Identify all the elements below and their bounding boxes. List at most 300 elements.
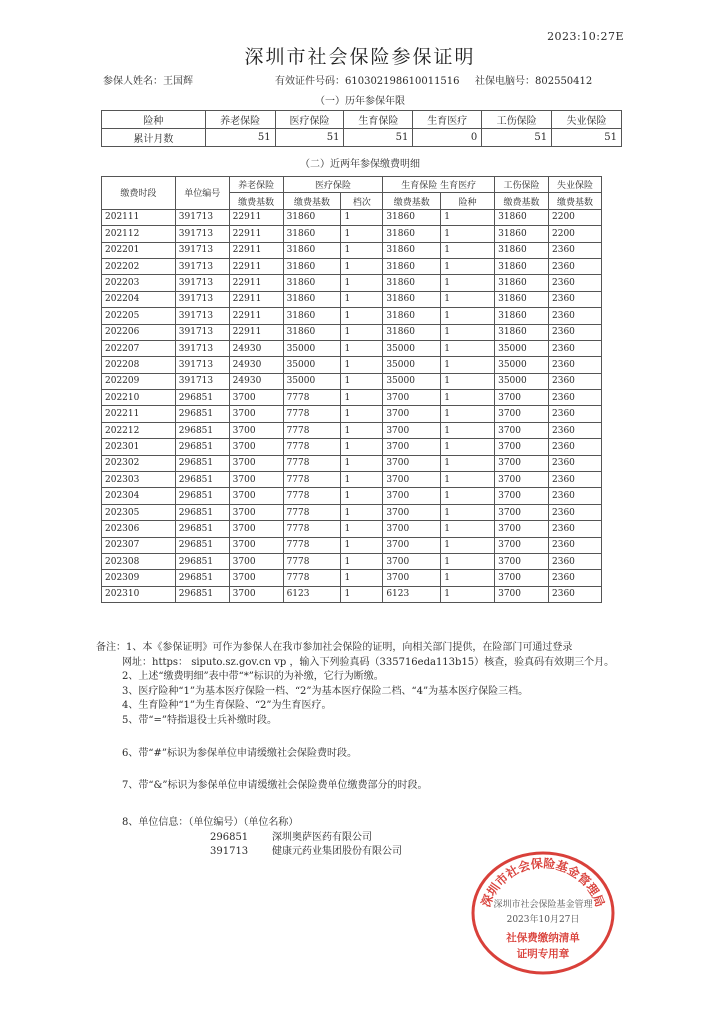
table-cell: 22911 <box>229 226 283 242</box>
table-cell: 3700 <box>495 439 549 455</box>
table-cell: 35000 <box>283 373 341 389</box>
header-period: 缴费时段 <box>102 177 176 210</box>
history-header-cell: 生育医疗 <box>413 111 482 129</box>
table-cell: 2360 <box>549 472 602 488</box>
subheader-type: 险种 <box>441 193 495 209</box>
table-cell: 1 <box>441 488 495 504</box>
table-cell: 3700 <box>495 586 549 602</box>
table-row <box>102 209 602 225</box>
table-row <box>102 422 602 438</box>
table-cell: 202308 <box>102 553 176 569</box>
table-row <box>102 226 602 242</box>
table-row <box>102 373 602 389</box>
table-cell: 202301 <box>102 439 176 455</box>
insured-name-label: 参保人姓名： <box>103 76 163 87</box>
table-cell: 31860 <box>495 258 549 274</box>
history-table <box>101 110 622 147</box>
table-cell: 2360 <box>549 373 602 389</box>
table-cell: 31860 <box>283 291 341 307</box>
table-cell: 3700 <box>495 553 549 569</box>
table-row <box>102 390 602 406</box>
table-cell: 31860 <box>283 308 341 324</box>
page-title: 深圳市社会保险参保证明 <box>244 46 476 68</box>
table-cell: 1 <box>441 373 495 389</box>
table-cell: 1 <box>341 553 383 569</box>
table-cell: 2360 <box>549 291 602 307</box>
table-cell: 1 <box>441 258 495 274</box>
history-header-row <box>102 111 622 129</box>
table-cell: 202207 <box>102 340 176 356</box>
table-cell: 202210 <box>102 390 176 406</box>
table-cell: 1 <box>341 422 383 438</box>
history-header-cell: 失业保险 <box>552 111 622 129</box>
history-value-cell: 51 <box>552 129 622 147</box>
table-cell: 31860 <box>283 209 341 225</box>
seal-date: 2023年10月27日 <box>506 915 580 925</box>
table-cell: 1 <box>341 291 383 307</box>
table-cell: 2360 <box>549 308 602 324</box>
table-cell: 3700 <box>383 472 441 488</box>
table-cell: 391713 <box>175 373 229 389</box>
table-cell: 7778 <box>283 406 341 422</box>
table-cell: 22911 <box>229 242 283 258</box>
table-row <box>102 357 602 373</box>
table-cell: 3700 <box>229 455 283 471</box>
table-cell: 391713 <box>175 275 229 291</box>
table-cell: 1 <box>441 275 495 291</box>
table-cell: 2360 <box>549 586 602 602</box>
table-row <box>102 488 602 504</box>
table-row <box>102 275 602 291</box>
history-value-cell: 0 <box>413 129 482 147</box>
table-cell: 296851 <box>175 439 229 455</box>
id-number-label: 有效证件号码： <box>275 76 345 87</box>
table-cell: 3700 <box>229 488 283 504</box>
table-cell: 2360 <box>549 390 602 406</box>
table-cell: 3700 <box>495 537 549 553</box>
table-cell: 1 <box>341 570 383 586</box>
table-cell: 1 <box>341 390 383 406</box>
table-cell: 1 <box>341 504 383 520</box>
detail-body <box>102 209 602 602</box>
table-cell: 3700 <box>229 390 283 406</box>
table-cell: 22911 <box>229 291 283 307</box>
table-cell: 31860 <box>495 324 549 340</box>
header-injury: 工伤保险 <box>495 177 549 193</box>
history-value-row <box>102 129 622 147</box>
table-cell: 2360 <box>549 439 602 455</box>
social-number-value: 802550412 <box>535 76 593 87</box>
table-cell: 1 <box>441 586 495 602</box>
subheader-base: 缴费基数 <box>283 193 341 209</box>
header-unemployment: 失业保险 <box>549 177 602 193</box>
table-cell: 1 <box>341 258 383 274</box>
detail-table <box>101 176 602 603</box>
table-row <box>102 406 602 422</box>
table-cell: 3700 <box>495 472 549 488</box>
table-cell: 202209 <box>102 373 176 389</box>
table-cell: 2360 <box>549 504 602 520</box>
table-cell: 31860 <box>383 242 441 258</box>
table-cell: 35000 <box>383 373 441 389</box>
table-cell: 296851 <box>175 504 229 520</box>
seal-line1: 深圳市社会保险基金管理 <box>493 900 593 910</box>
table-cell: 22911 <box>229 209 283 225</box>
header-medical: 医疗保险 <box>283 177 383 193</box>
table-cell: 391713 <box>175 258 229 274</box>
table-cell: 202310 <box>102 586 176 602</box>
unit-name: 健康元药业集团股份有限公司 <box>272 846 402 857</box>
table-cell: 1 <box>441 357 495 373</box>
note-7: 7、带“&”标识为参保单位申请缓缴社会保险费单位缴费部分的时段。 <box>122 779 428 791</box>
unit-code: 296851 <box>210 831 249 843</box>
subheader-base: 缴费基数 <box>383 193 441 209</box>
table-cell: 24930 <box>229 373 283 389</box>
table-cell: 202112 <box>102 226 176 242</box>
table-cell: 296851 <box>175 553 229 569</box>
table-cell: 1 <box>441 242 495 258</box>
notes <box>96 641 616 860</box>
table-cell: 1 <box>341 340 383 356</box>
table-cell: 391713 <box>175 340 229 356</box>
table-cell: 24930 <box>229 357 283 373</box>
history-value-cell: 51 <box>275 129 344 147</box>
table-row <box>102 291 602 307</box>
table-cell: 31860 <box>495 291 549 307</box>
table-cell: 1 <box>441 226 495 242</box>
table-cell: 202212 <box>102 422 176 438</box>
insured-name-value: 王国辉 <box>163 76 193 87</box>
table-cell: 1 <box>341 226 383 242</box>
table-cell: 391713 <box>175 209 229 225</box>
table-cell: 1 <box>341 488 383 504</box>
table-cell: 3700 <box>229 439 283 455</box>
table-cell: 3700 <box>495 504 549 520</box>
table-cell: 202309 <box>102 570 176 586</box>
history-row-label: 累计月数 <box>102 129 206 147</box>
history-header-cell: 险种 <box>102 111 206 129</box>
table-cell: 2360 <box>549 537 602 553</box>
table-cell: 1 <box>441 455 495 471</box>
table-cell: 1 <box>441 308 495 324</box>
detail-header-row <box>102 177 602 193</box>
note-1: 备注：1、本《参保证明》可作为参保人在我市参加社会保险的证明，向相关部门提供，在险部门可通过登录 <box>96 642 573 653</box>
table-cell: 22911 <box>229 308 283 324</box>
note-4: 4、生育险种“1”为生育保险、“2”为生育医疗。 <box>122 700 332 711</box>
table-cell: 296851 <box>175 472 229 488</box>
note-3: 3、医疗险种“1”为基本医疗保险一档、“2”为基本医疗保险二档、“4”为基本医疗保险三档。 <box>122 685 529 697</box>
table-cell: 3700 <box>495 488 549 504</box>
table-cell: 3700 <box>495 570 549 586</box>
table-cell: 1 <box>441 324 495 340</box>
table-cell: 31860 <box>383 258 441 274</box>
table-cell: 202111 <box>102 209 176 225</box>
table-cell: 202303 <box>102 472 176 488</box>
table-cell: 1 <box>441 521 495 537</box>
table-cell: 31860 <box>495 209 549 225</box>
table-cell: 391713 <box>175 226 229 242</box>
table-cell: 202206 <box>102 324 176 340</box>
table-cell: 3700 <box>383 406 441 422</box>
table-cell: 3700 <box>229 406 283 422</box>
table-cell: 22911 <box>229 324 283 340</box>
table-cell: 1 <box>441 537 495 553</box>
note-8: 8、单位信息：（单位编号）（单位名称） <box>122 817 299 828</box>
table-cell: 1 <box>341 308 383 324</box>
note-5: 5、带“=”特指退役士兵补缴时段。 <box>122 714 277 726</box>
table-cell: 3700 <box>383 455 441 471</box>
table-cell: 7778 <box>283 472 341 488</box>
table-cell: 3700 <box>229 570 283 586</box>
table-cell: 31860 <box>495 242 549 258</box>
table-row <box>102 455 602 471</box>
table-cell: 2360 <box>549 521 602 537</box>
table-cell: 35000 <box>495 373 549 389</box>
table-cell: 7778 <box>283 488 341 504</box>
table-cell: 3700 <box>383 553 441 569</box>
table-cell: 22911 <box>229 275 283 291</box>
table-cell: 1 <box>341 406 383 422</box>
table-cell: 3700 <box>495 422 549 438</box>
seal-line3: 证明专用章 <box>516 948 570 960</box>
table-row <box>102 242 602 258</box>
note-2: 2、上述“缴费明细”表中带“*”标识的为补缴，它行为断缴。 <box>122 671 384 682</box>
table-cell: 202205 <box>102 308 176 324</box>
social-number-label: 社保电脑号： <box>475 76 535 87</box>
history-value-cell: 51 <box>344 129 413 147</box>
table-cell: 3700 <box>383 570 441 586</box>
table-row <box>102 553 602 569</box>
table-cell: 296851 <box>175 390 229 406</box>
unit-name: 深圳奥萨医药有限公司 <box>272 831 372 843</box>
table-cell: 3700 <box>229 521 283 537</box>
table-cell: 1 <box>341 209 383 225</box>
table-cell: 6123 <box>283 586 341 602</box>
history-value-cell: 51 <box>482 129 552 147</box>
table-cell: 3700 <box>383 422 441 438</box>
table-cell: 296851 <box>175 406 229 422</box>
table-cell: 31860 <box>383 324 441 340</box>
history-header-cell: 工伤保险 <box>482 111 552 129</box>
subheader-base: 缴费基数 <box>229 193 283 209</box>
table-cell: 3700 <box>495 521 549 537</box>
table-cell: 35000 <box>495 340 549 356</box>
table-cell: 35000 <box>383 357 441 373</box>
table-cell: 1 <box>341 586 383 602</box>
table-cell: 3700 <box>383 537 441 553</box>
table-cell: 296851 <box>175 521 229 537</box>
table-cell: 3700 <box>383 439 441 455</box>
table-cell: 7778 <box>283 455 341 471</box>
history-value-cell: 51 <box>205 129 275 147</box>
table-cell: 296851 <box>175 455 229 471</box>
table-cell: 31860 <box>383 209 441 225</box>
table-cell: 1 <box>341 455 383 471</box>
table-cell: 1 <box>441 291 495 307</box>
table-cell: 3700 <box>495 455 549 471</box>
table-cell: 1 <box>341 537 383 553</box>
section-detail-title: （二）近两年参保缴费明细 <box>300 159 420 170</box>
table-cell: 3700 <box>229 537 283 553</box>
table-cell: 202211 <box>102 406 176 422</box>
table-cell: 35000 <box>383 340 441 356</box>
table-cell: 3700 <box>383 504 441 520</box>
table-cell: 7778 <box>283 439 341 455</box>
table-cell: 296851 <box>175 586 229 602</box>
id-number <box>275 72 460 87</box>
table-cell: 3700 <box>229 422 283 438</box>
table-cell: 2360 <box>549 422 602 438</box>
subheader-base: 缴费基数 <box>495 193 549 209</box>
table-row <box>102 439 602 455</box>
table-cell: 1 <box>441 472 495 488</box>
social-number <box>475 72 592 87</box>
table-cell: 391713 <box>175 242 229 258</box>
table-cell: 31860 <box>283 226 341 242</box>
note-1-url: 网址：https： siputo.sz.gov.cn vp ，输入下列验真码（335716eda113b15）核查，验真码有效期三个月。 <box>122 656 615 668</box>
table-cell: 391713 <box>175 291 229 307</box>
table-cell: 3700 <box>383 488 441 504</box>
table-row <box>102 586 602 602</box>
table-cell: 202304 <box>102 488 176 504</box>
table-cell: 7778 <box>283 553 341 569</box>
table-cell: 296851 <box>175 422 229 438</box>
table-cell: 2360 <box>549 275 602 291</box>
table-cell: 2360 <box>549 488 602 504</box>
table-cell: 7778 <box>283 537 341 553</box>
table-cell: 7778 <box>283 390 341 406</box>
subheader-base: 缴费基数 <box>549 193 602 209</box>
table-cell: 1 <box>441 406 495 422</box>
table-cell: 202307 <box>102 537 176 553</box>
header-pension: 养老保险 <box>229 177 283 193</box>
table-cell: 1 <box>341 275 383 291</box>
table-cell: 1 <box>341 439 383 455</box>
table-cell: 1 <box>441 504 495 520</box>
table-cell: 31860 <box>495 226 549 242</box>
table-cell: 2360 <box>549 553 602 569</box>
table-cell: 1 <box>441 439 495 455</box>
table-cell: 391713 <box>175 357 229 373</box>
id-number-value: 610302198610011516 <box>345 76 460 87</box>
table-cell: 2360 <box>549 340 602 356</box>
table-cell: 31860 <box>283 258 341 274</box>
table-cell: 1 <box>341 357 383 373</box>
table-cell: 31860 <box>283 324 341 340</box>
subheader-tier: 档次 <box>341 193 383 209</box>
table-cell: 1 <box>341 373 383 389</box>
table-cell: 1 <box>441 570 495 586</box>
table-cell: 2200 <box>549 209 602 225</box>
table-cell: 2360 <box>549 406 602 422</box>
table-cell: 31860 <box>383 275 441 291</box>
table-cell: 1 <box>441 209 495 225</box>
table-cell: 202201 <box>102 242 176 258</box>
table-cell: 1 <box>441 553 495 569</box>
table-row <box>102 258 602 274</box>
table-cell: 1 <box>341 472 383 488</box>
table-cell: 1 <box>441 340 495 356</box>
table-cell: 1 <box>441 390 495 406</box>
table-row <box>102 570 602 586</box>
table-cell: 296851 <box>175 537 229 553</box>
table-cell: 391713 <box>175 324 229 340</box>
table-cell: 2360 <box>549 455 602 471</box>
table-cell: 202203 <box>102 275 176 291</box>
note-6: 6、带“#”标识为参保单位申请缓缴社会保险费时段。 <box>122 748 357 759</box>
table-cell: 2360 <box>549 357 602 373</box>
print-date: 2023:10:27E <box>547 30 624 43</box>
history-header-cell: 养老保险 <box>205 111 275 129</box>
table-row <box>102 537 602 553</box>
table-cell: 2360 <box>549 242 602 258</box>
table-cell: 3700 <box>495 390 549 406</box>
table-cell: 3700 <box>229 472 283 488</box>
unit-info-row <box>96 831 616 846</box>
table-cell: 2200 <box>549 226 602 242</box>
table-cell: 6123 <box>383 586 441 602</box>
table-cell: 1 <box>341 324 383 340</box>
table-cell: 1 <box>341 521 383 537</box>
table-cell: 3700 <box>495 406 549 422</box>
table-cell: 22911 <box>229 258 283 274</box>
table-cell: 296851 <box>175 570 229 586</box>
table-cell: 31860 <box>495 275 549 291</box>
table-cell: 35000 <box>495 357 549 373</box>
table-cell: 35000 <box>283 357 341 373</box>
table-cell: 3700 <box>383 390 441 406</box>
seal-line2: 社保费缴纳清单 <box>506 932 580 944</box>
table-cell: 3700 <box>229 586 283 602</box>
table-cell: 7778 <box>283 570 341 586</box>
table-cell: 391713 <box>175 308 229 324</box>
table-cell: 3700 <box>229 504 283 520</box>
history-header-cell: 医疗保险 <box>275 111 344 129</box>
header-unit: 单位编号 <box>175 177 229 210</box>
insured-name <box>103 72 193 87</box>
section-history-title: （一）历年参保年限 <box>315 96 405 107</box>
seal-ring-text: 深圳市社会保险基金管理局 <box>478 856 608 910</box>
table-cell: 24930 <box>229 340 283 356</box>
table-cell: 202204 <box>102 291 176 307</box>
table-cell: 202202 <box>102 258 176 274</box>
table-cell: 31860 <box>383 308 441 324</box>
table-cell: 31860 <box>283 275 341 291</box>
table-cell: 3700 <box>229 553 283 569</box>
table-row <box>102 308 602 324</box>
table-cell: 31860 <box>495 308 549 324</box>
header-maternity: 生育保险 生育医疗 <box>383 177 495 193</box>
table-cell: 2360 <box>549 324 602 340</box>
table-cell: 202302 <box>102 455 176 471</box>
table-cell: 296851 <box>175 488 229 504</box>
table-cell: 202208 <box>102 357 176 373</box>
table-cell: 31860 <box>383 291 441 307</box>
table-cell: 2360 <box>549 570 602 586</box>
table-cell: 3700 <box>383 521 441 537</box>
table-cell: 2360 <box>549 258 602 274</box>
table-cell: 202305 <box>102 504 176 520</box>
history-header-cell: 生育保险 <box>344 111 413 129</box>
table-cell: 7778 <box>283 504 341 520</box>
table-cell: 7778 <box>283 521 341 537</box>
table-cell: 1 <box>341 242 383 258</box>
table-cell: 31860 <box>383 226 441 242</box>
table-row <box>102 472 602 488</box>
table-cell: 7778 <box>283 422 341 438</box>
table-cell: 1 <box>441 422 495 438</box>
table-cell: 35000 <box>283 340 341 356</box>
